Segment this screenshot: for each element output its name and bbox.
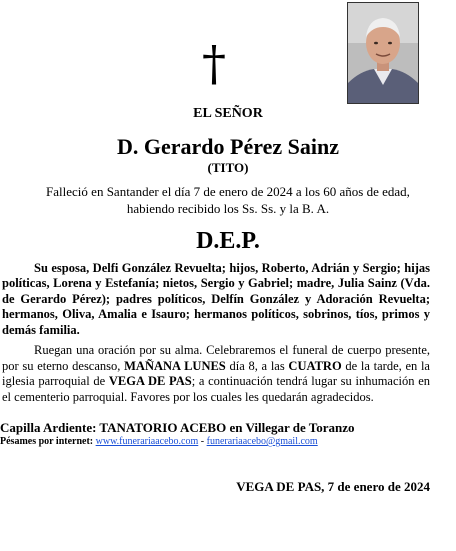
deceased-photo	[347, 2, 419, 104]
funeral-text-part-3: de la tarde, en la iglesia parroquial de	[2, 358, 430, 389]
funeral-text-part-2: día 8, a las	[225, 358, 289, 373]
family-text: Su esposa, Delfi González Revuelta; hijos, Roberto, Adrián y Sergio; hijas políticas, Lorena y Estefanía; nietos, Sergio y Gabriel; madre, Julia Sainz (Vda. de Gerardo Pérez); padres políticos, Delfín González y Adoración Revuelta; hermanos, Oliva, Amalia e Isauro; hermanos políticos, sobrinos, tíos, primos y demás familia.	[2, 261, 430, 337]
condolences-line	[0, 436, 318, 447]
deceased-name: D. Gerardo Pérez Sainz	[117, 134, 339, 159]
death-notice-line-2: habiendo recibido los Ss. Ss. y la B. A.	[126, 201, 330, 216]
chapel-info: Capilla Ardiente: TANATORIO ACEBO en Villegar de Toranzo	[0, 420, 355, 435]
place-date: VEGA DE PAS, 7 de enero de 2024	[236, 479, 430, 494]
website-link[interactable]: www.funerariaacebo.com	[95, 436, 199, 447]
deceased-nickname: (TITO)	[207, 160, 249, 175]
funeral-time: CUATRO	[288, 358, 342, 373]
family-paragraph	[2, 261, 430, 338]
funeral-place: VEGA DE PAS	[108, 374, 192, 389]
portrait-image	[348, 3, 418, 103]
funeral-day: MAÑANA LUNES	[124, 358, 226, 373]
title-label: EL SEÑOR	[193, 106, 263, 121]
dep-heading: D.E.P.	[196, 228, 260, 254]
link-separator: -	[198, 436, 207, 447]
death-notice-line-1: Falleció en Santander el día 7 de enero de 2024 a los 60 años de edad,	[46, 184, 410, 199]
funeral-text-part-4: ; a continuación tendrá lugar su inhumación en el cementerio parroquial. Favores por los cuales les quedarán agradecidos.	[2, 374, 430, 404]
funeral-paragraph	[2, 343, 430, 405]
cross-icon: †	[202, 36, 226, 92]
email-link[interactable]: funerariaacebo@gmail.com	[206, 436, 318, 447]
condolences-label: Pésames por internet:	[0, 436, 94, 447]
funeral-text-part-1: Ruegan una oración por su alma. Celebraremos el funeral de cuerpo presente, por su eterno descanso,	[2, 343, 430, 373]
